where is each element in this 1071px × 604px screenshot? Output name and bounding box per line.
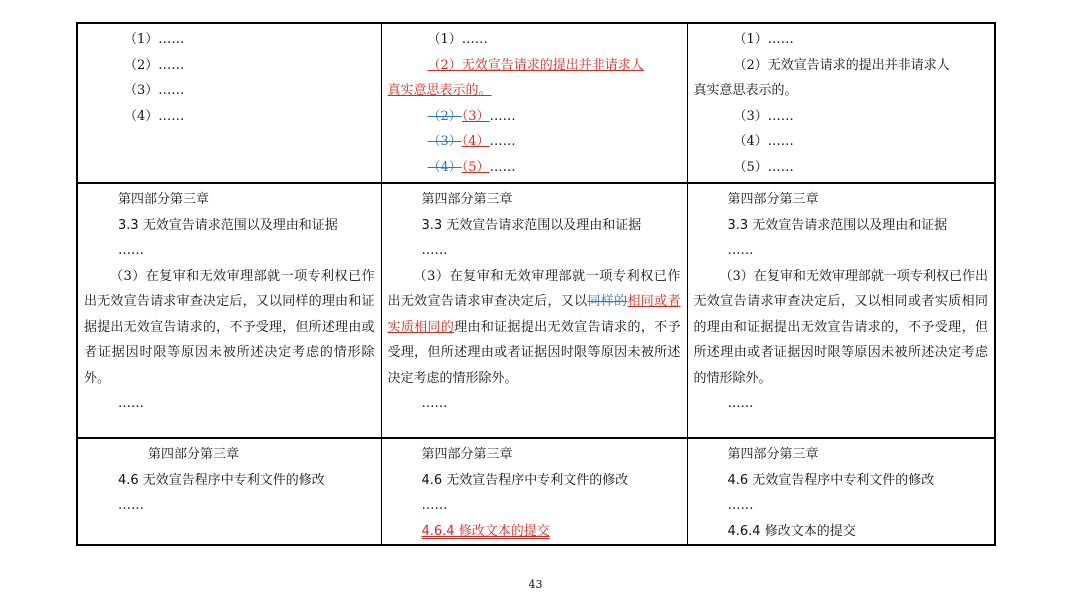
list-item: （3）…… <box>124 83 185 98</box>
cell-revision-marked <box>381 183 687 438</box>
list-item: （3）…… <box>733 108 794 124</box>
list-item: （1）…… <box>733 32 794 47</box>
ellipsis: …… <box>489 134 516 149</box>
inserted-text: （2）无效宣告请求的提出并非请求人 <box>427 57 644 73</box>
cell-original <box>77 183 381 438</box>
inserted-text: 相同或者实质相同的 <box>387 294 681 335</box>
paragraph: （3）在复审和无效审理部就一项专利权已作出无效宣告请求审查决定后，又以同样的理由和证据提出无效宣告请求的，不予受理，但所述理由或者证据因时限等原因未被所述决定考虑的情形除外。 <box>84 268 375 386</box>
ellipsis: …… <box>118 396 144 411</box>
list-item: （4）…… <box>733 134 794 149</box>
section-heading: 第四部分第三章 <box>148 447 240 462</box>
ellipsis: …… <box>421 396 448 411</box>
cell-revision-marked <box>381 438 687 545</box>
inserted-text: （5） <box>461 159 490 175</box>
ellipsis: …… <box>727 498 754 513</box>
list-item <box>388 155 681 181</box>
list-item: （4）…… <box>124 108 185 124</box>
ellipsis: …… <box>118 498 144 513</box>
section-subheading: 4.6 无效宣告程序中专利文件的修改 <box>118 472 325 488</box>
deleted-text: （4） <box>427 159 462 175</box>
ellipsis: …… <box>489 159 516 175</box>
section-subheading: 4.6 无效宣告程序中专利文件的修改 <box>421 472 629 488</box>
inserted-text: （4） <box>461 134 490 149</box>
deleted-text: （2） <box>427 108 462 124</box>
cell-original <box>77 23 381 183</box>
section-heading: 第四部分第三章 <box>727 447 819 462</box>
deleted-text: 同样的 <box>587 294 628 309</box>
list-item: （2）…… <box>124 57 185 73</box>
table-row <box>77 438 995 545</box>
inserted-text: 4.6.4 修改文本的提交 <box>421 523 550 539</box>
new-section-line <box>388 519 681 545</box>
paragraph <box>388 264 681 392</box>
ellipsis: …… <box>421 498 448 513</box>
section-heading: 第四部分第三章 <box>421 192 513 207</box>
table-row <box>77 23 995 183</box>
deleted-text: （3） <box>427 134 462 149</box>
ellipsis: …… <box>727 396 754 411</box>
cell-revised <box>687 183 995 438</box>
list-item: （5）…… <box>733 159 794 175</box>
cell-revised <box>687 438 995 545</box>
section-subheading: 3.3 无效宣告请求范围以及理由和证据 <box>118 217 338 233</box>
section-heading: 第四部分第三章 <box>118 192 210 207</box>
paragraph: （3）在复审和无效审理部就一项专利权已作出无效宣告请求审查决定后，又以相同或者实质相同的理由和证据提出无效宣告请求的，不予受理，但所述理由或者证据因时限等原因未被所述决定考虑的情形除外。 <box>693 268 988 386</box>
section-subheading: 4.6 无效宣告程序中专利文件的修改 <box>727 472 935 488</box>
section-subheading: 3.3 无效宣告请求范围以及理由和证据 <box>727 217 948 233</box>
ellipsis: …… <box>118 243 144 258</box>
list-item <box>388 129 681 155</box>
list-item: 真实意思表示的。 <box>693 83 798 98</box>
section-heading: 第四部分第三章 <box>727 192 819 207</box>
paragraph-text: 理由和证据提出无效宣告请求的，不予受理，但所述理由或者证据因时限等原因未被所述决定考虑的情形除外。 <box>387 319 681 386</box>
section-heading: 第四部分第三章 <box>421 447 513 462</box>
list-item <box>388 104 681 130</box>
list-item: （2）无效宣告请求的提出并非请求人 <box>733 57 950 73</box>
inserted-text: 真实意思表示的。 <box>387 83 492 98</box>
cell-revision-marked <box>381 23 687 183</box>
page-number: 43 <box>528 578 543 591</box>
cell-revised <box>687 23 995 183</box>
inserted-text: （3） <box>461 108 490 124</box>
paragraph-text: （3）在复审和无效审理部就一项专利权已作出无效宣告请求审查决定后，又以 <box>387 268 681 309</box>
ellipsis: …… <box>489 108 516 124</box>
table-row <box>77 183 995 438</box>
ellipsis: …… <box>727 243 754 258</box>
ellipsis: …… <box>421 243 448 258</box>
new-section-line: 4.6.4 修改文本的提交 <box>727 523 856 539</box>
cell-original <box>77 438 381 545</box>
list-item: （1）…… <box>124 32 185 47</box>
section-subheading: 3.3 无效宣告请求范围以及理由和证据 <box>421 217 642 233</box>
list-item: （1）…… <box>427 32 488 47</box>
comparison-table <box>76 22 996 546</box>
